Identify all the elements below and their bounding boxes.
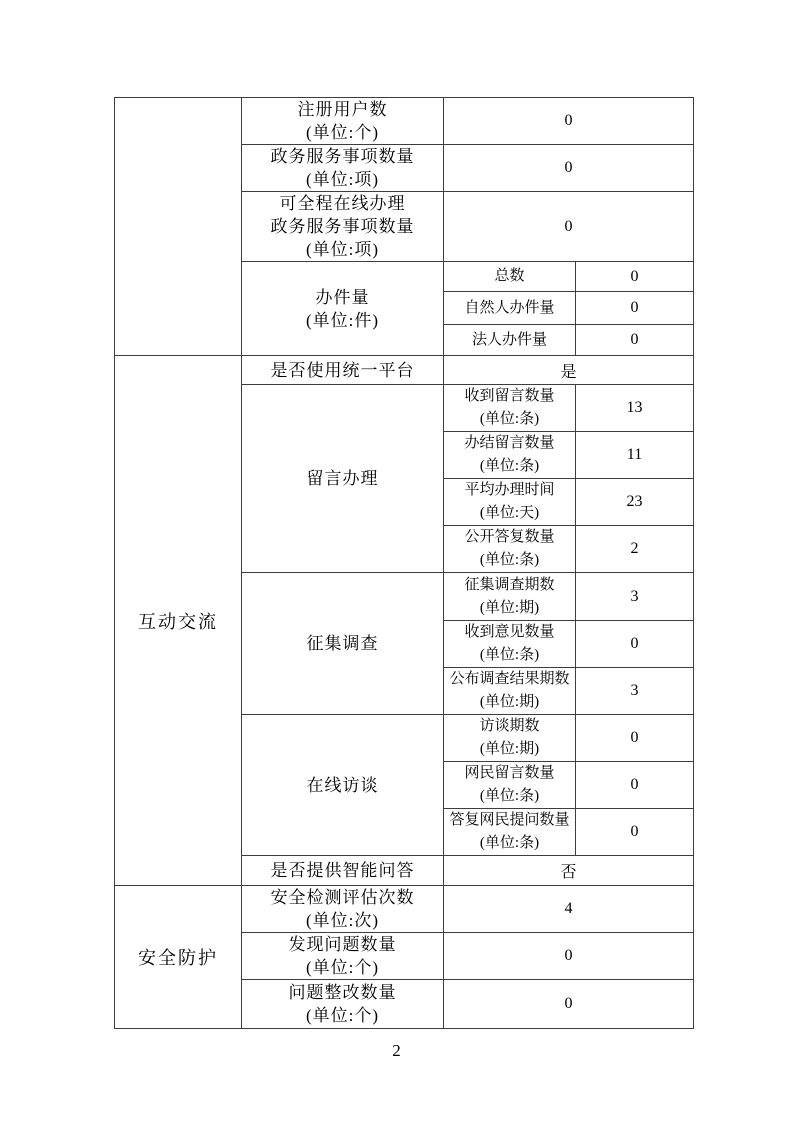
item-label-cell: 是否提供智能问答 — [242, 856, 444, 886]
value-cell: 13 — [576, 385, 694, 432]
group-unit: (单位:件) — [305, 310, 380, 330]
item-label: 安全检测评估次数 — [270, 888, 415, 907]
item-label-cell — [242, 886, 444, 933]
subitem-unit: (单位:条) — [479, 835, 540, 851]
value-cell: 3 — [576, 668, 694, 715]
subitem-label-cell — [444, 762, 576, 809]
value-cell: 0 — [444, 98, 694, 145]
subitem-label: 收到留言数量 — [464, 388, 555, 404]
item-label-cell — [242, 980, 444, 1029]
value-cell: 0 — [444, 933, 694, 980]
item-unit: (单位:个) — [305, 958, 380, 977]
value-cell: 0 — [444, 192, 694, 262]
subitem-label-cell: 法人办件量 — [444, 325, 576, 356]
item-label: 可全程在线办理 — [279, 194, 406, 213]
item-label: 政务服务事项数量 — [270, 217, 415, 236]
item-unit: (单位:项) — [305, 170, 380, 189]
subitem-unit: (单位:期) — [479, 694, 540, 710]
subitem-label: 平均办理时间 — [464, 482, 555, 498]
item-label-cell — [242, 933, 444, 980]
item-label: 注册用户数 — [297, 100, 388, 119]
subitem-label-cell — [444, 715, 576, 762]
value-cell: 2 — [576, 526, 694, 573]
item-unit: (单位:次) — [305, 911, 380, 930]
value-cell: 11 — [576, 432, 694, 479]
item-unit: (单位:个) — [305, 123, 380, 142]
subitem-unit: (单位:条) — [479, 647, 540, 663]
subitem-unit: (单位:条) — [479, 458, 540, 474]
subitem-label: 访谈期数 — [479, 718, 540, 734]
subitem-unit: (单位:期) — [479, 599, 540, 616]
item-label: 问题整改数量 — [288, 983, 397, 1002]
group-label-cell: 留言办理 — [242, 385, 444, 573]
value-cell: 是 — [444, 356, 694, 385]
annual-report-statistics-table — [114, 97, 694, 1029]
subitem-label-cell — [444, 385, 576, 432]
subitem-label-cell — [444, 526, 576, 573]
subitem-label: 公布调查结果期数 — [449, 671, 570, 687]
table-row — [115, 98, 694, 145]
subitem-label-cell — [444, 621, 576, 668]
item-label-cell: 是否使用统一平台 — [242, 356, 444, 385]
table-row — [115, 356, 694, 385]
subitem-unit: (单位:天) — [479, 505, 540, 521]
item-label-cell — [242, 98, 444, 145]
group-label-cell: 征集调查 — [242, 573, 444, 715]
subitem-label-cell — [444, 573, 576, 621]
value-cell: 23 — [576, 479, 694, 526]
value-cell: 0 — [576, 325, 694, 356]
value-cell: 0 — [444, 145, 694, 192]
subitem-unit: (单位:期) — [479, 741, 540, 757]
value-cell: 0 — [576, 292, 694, 325]
value-cell: 0 — [576, 809, 694, 856]
subitem-unit: (单位:条) — [479, 552, 540, 568]
subitem-unit: (单位:条) — [479, 411, 540, 427]
subitem-label-cell: 自然人办件量 — [444, 292, 576, 325]
category-cell-continued — [115, 98, 242, 356]
item-unit: (单位:项) — [305, 240, 380, 259]
group-label: 办件量 — [315, 287, 370, 307]
subitem-label: 收到意见数量 — [464, 624, 555, 640]
item-label-cell — [242, 145, 444, 192]
category-cell-interaction: 互动交流 — [115, 356, 242, 886]
value-cell: 0 — [576, 621, 694, 668]
item-label: 发现问题数量 — [288, 935, 397, 954]
value-cell: 3 — [576, 573, 694, 621]
page-number: 2 — [392, 1041, 401, 1060]
subitem-label: 网民留言数量 — [464, 765, 555, 781]
group-label-cell: 在线访谈 — [242, 715, 444, 856]
subitem-label-cell — [444, 809, 576, 856]
subitem-label: 答复网民提问数量 — [449, 812, 570, 828]
subitem-unit: (单位:条) — [479, 788, 540, 804]
group-label-cell — [242, 262, 444, 356]
subitem-label: 公开答复数量 — [464, 529, 555, 545]
subitem-label: 征集调查期数 — [464, 576, 555, 593]
table-row — [115, 886, 694, 933]
subitem-label-cell: 总数 — [444, 262, 576, 292]
value-cell: 0 — [576, 715, 694, 762]
subitem-label-cell — [444, 668, 576, 715]
value-cell: 0 — [576, 262, 694, 292]
value-cell: 0 — [576, 762, 694, 809]
item-label: 政务服务事项数量 — [270, 147, 415, 166]
category-cell-security: 安全防护 — [115, 886, 242, 1029]
subitem-label-cell — [444, 479, 576, 526]
item-unit: (单位:个) — [305, 1006, 380, 1025]
subitem-label: 办结留言数量 — [464, 435, 555, 451]
value-cell: 否 — [444, 856, 694, 886]
value-cell: 0 — [444, 980, 694, 1029]
value-cell: 4 — [444, 886, 694, 933]
subitem-label-cell — [444, 432, 576, 479]
item-label-cell — [242, 192, 444, 262]
